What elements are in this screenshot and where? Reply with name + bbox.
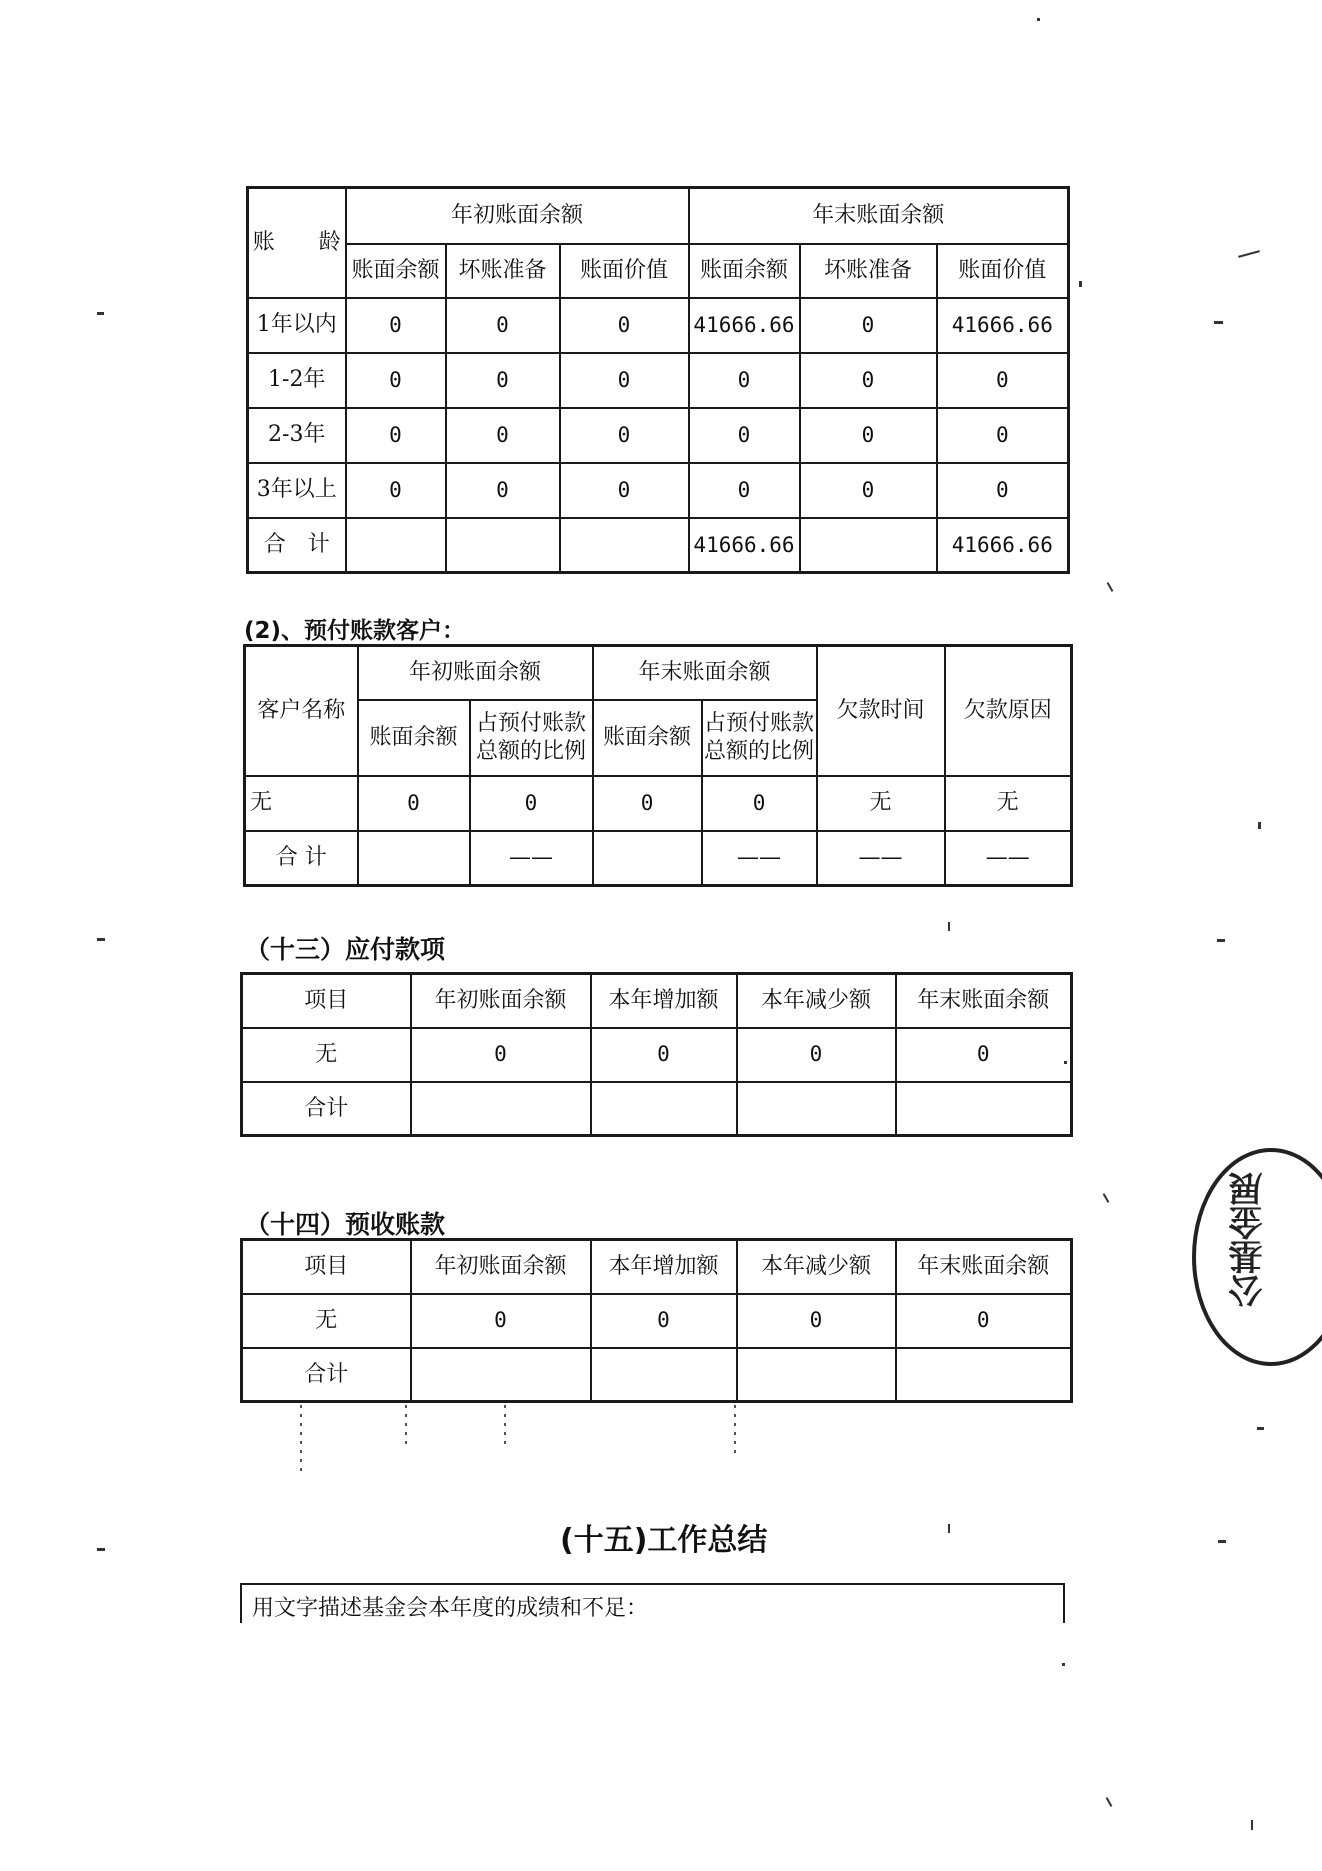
header-time: 欠款时间 (817, 646, 945, 776)
scan-mark (504, 1405, 506, 1445)
cell (737, 1348, 896, 1402)
sub-header: 坏账准备 (446, 244, 560, 298)
cell: —— (470, 831, 593, 886)
cell: 0 (800, 353, 937, 408)
cell: 0 (411, 1294, 591, 1348)
cell: 0 (346, 353, 446, 408)
cell: 0 (446, 408, 560, 463)
cell: 0 (702, 776, 817, 831)
sub-header: 坏账准备 (800, 244, 937, 298)
scan-mark (300, 1405, 302, 1475)
header-end-balance: 年末账面余额 (896, 1240, 1072, 1294)
scan-speck (1258, 822, 1261, 829)
scan-speck (1064, 1061, 1067, 1064)
scan-speck (1217, 939, 1225, 942)
cell (800, 518, 937, 573)
row-label: 无 (245, 776, 358, 831)
header-begin-balance: 年初账面余额 (411, 1240, 591, 1294)
scan-speck (1107, 582, 1114, 592)
header-item: 项目 (242, 974, 411, 1028)
scan-speck (948, 922, 950, 931)
cell: 0 (591, 1294, 737, 1348)
row-label: 合 计 (245, 831, 358, 886)
cell: 41666.66 (937, 298, 1069, 353)
sub-header: 账面价值 (937, 244, 1069, 298)
cell: 0 (560, 353, 689, 408)
scan-speck (1037, 18, 1040, 21)
cell (896, 1082, 1072, 1136)
cell (591, 1348, 737, 1402)
scan-speck (948, 1524, 950, 1533)
cell (411, 1082, 591, 1136)
cell: 0 (446, 463, 560, 518)
cell: 0 (689, 408, 800, 463)
header-increase: 本年增加额 (591, 974, 737, 1028)
scan-speck (1062, 1663, 1065, 1666)
cell (358, 831, 470, 886)
scan-speck (1238, 250, 1260, 258)
work-summary-prompt: 用文字描述基金会本年度的成绩和不足： (252, 1596, 649, 1621)
cell (346, 518, 446, 573)
cell: 0 (737, 1294, 896, 1348)
header-decrease: 本年减少额 (737, 1240, 896, 1294)
cell: 合计 (242, 1082, 411, 1136)
cell: 0 (937, 463, 1069, 518)
header-begin-balance: 年初账面余额 (411, 974, 591, 1028)
scan-speck (1257, 1427, 1264, 1430)
sub-header: 占预付账款总额的比例 (702, 700, 817, 776)
cell (591, 1082, 737, 1136)
scan-speck (1218, 1540, 1226, 1543)
cell: 无 (242, 1028, 411, 1082)
cell: 0 (358, 776, 470, 831)
sub-header: 账面余额 (346, 244, 446, 298)
header-begin-balance: 年初账面余额 (346, 188, 689, 244)
row-label: 3年以上 (248, 463, 346, 518)
sub-header: 占预付账款总额的比例 (470, 700, 593, 776)
table-row (248, 353, 1069, 408)
cell: 41666.66 (689, 298, 800, 353)
cell: 0 (737, 1028, 896, 1082)
cell: 0 (937, 353, 1069, 408)
table-row (245, 831, 1072, 886)
cell: 0 (560, 408, 689, 463)
sub-header: 账面余额 (593, 700, 702, 776)
header-item: 项目 (242, 1240, 411, 1294)
cell: 0 (593, 776, 702, 831)
scan-speck (1106, 1797, 1113, 1807)
header-begin-balance: 年初账面余额 (358, 646, 593, 700)
table-row (242, 1082, 1072, 1136)
row-label: 合 计 (248, 518, 346, 573)
scan-speck (1251, 1820, 1253, 1830)
cell (411, 1348, 591, 1402)
scan-mark (405, 1405, 407, 1445)
sub-header: 账面余额 (689, 244, 800, 298)
row-label: 1-2年 (248, 353, 346, 408)
seal-text: 公基金展 (1229, 1172, 1269, 1308)
prepaid-heading: (2)、预付账款客户： (244, 618, 466, 644)
cell: 0 (800, 408, 937, 463)
cell: 0 (446, 298, 560, 353)
cell: 41666.66 (689, 518, 800, 573)
table-row (242, 1348, 1072, 1402)
cell: 0 (896, 1294, 1072, 1348)
header-end-balance: 年末账面余额 (896, 974, 1072, 1028)
cell: 0 (689, 463, 800, 518)
cell: 0 (411, 1028, 591, 1082)
header-end-balance: 年末账面余额 (689, 188, 1069, 244)
cell: 0 (346, 408, 446, 463)
payables-table (240, 972, 1073, 1137)
cell: 0 (346, 463, 446, 518)
scan-speck (97, 312, 104, 315)
aging-table (246, 186, 1070, 574)
scan-speck (1103, 1193, 1110, 1203)
seal-stamp (1192, 1148, 1322, 1366)
advances-table (240, 1238, 1073, 1403)
sub-header: 账面余额 (358, 700, 470, 776)
sub-header: 账面价值 (560, 244, 689, 298)
cell: 无 (945, 776, 1072, 831)
scan-speck (97, 1548, 105, 1551)
work-summary-box (240, 1583, 1065, 1623)
cell: 合计 (242, 1348, 411, 1402)
cell: 0 (591, 1028, 737, 1082)
row-label: 2-3年 (248, 408, 346, 463)
cell: 0 (800, 463, 937, 518)
table-row (242, 1294, 1072, 1348)
cell: 0 (689, 353, 800, 408)
scan-speck (1079, 281, 1082, 287)
advances-heading: （十四）预收账款 (245, 1210, 446, 1239)
scan-speck (1214, 321, 1223, 324)
table-row (248, 463, 1069, 518)
header-end-balance: 年末账面余额 (593, 646, 817, 700)
scan-mark (734, 1405, 736, 1455)
table-row (248, 408, 1069, 463)
row-label: 1年以内 (248, 298, 346, 353)
cell: 0 (470, 776, 593, 831)
cell: 0 (446, 353, 560, 408)
table-row (245, 776, 1072, 831)
cell: 0 (560, 298, 689, 353)
header-decrease: 本年减少额 (737, 974, 896, 1028)
scan-speck (97, 938, 105, 941)
cell: 0 (800, 298, 937, 353)
cell: 0 (937, 408, 1069, 463)
cell: —— (945, 831, 1072, 886)
cell: 无 (242, 1294, 411, 1348)
cell (896, 1348, 1072, 1402)
header-increase: 本年增加额 (591, 1240, 737, 1294)
table-row (248, 298, 1069, 353)
payables-heading: （十三）应付款项 (245, 935, 446, 964)
prepaid-table (243, 644, 1073, 887)
cell: 0 (346, 298, 446, 353)
cell: 无 (817, 776, 945, 831)
cell: —— (817, 831, 945, 886)
cell (560, 518, 689, 573)
header-reason: 欠款原因 (945, 646, 1072, 776)
cell (593, 831, 702, 886)
cell (446, 518, 560, 573)
header-age: 账 龄 (248, 188, 346, 298)
cell: —— (702, 831, 817, 886)
cell (737, 1082, 896, 1136)
cell: 0 (560, 463, 689, 518)
table-row (248, 518, 1069, 573)
work-summary-title: (十五)工作总结 (560, 1523, 768, 1558)
table-row (242, 1028, 1072, 1082)
cell: 0 (896, 1028, 1072, 1082)
cell: 41666.66 (937, 518, 1069, 573)
header-customer: 客户名称 (245, 646, 358, 776)
